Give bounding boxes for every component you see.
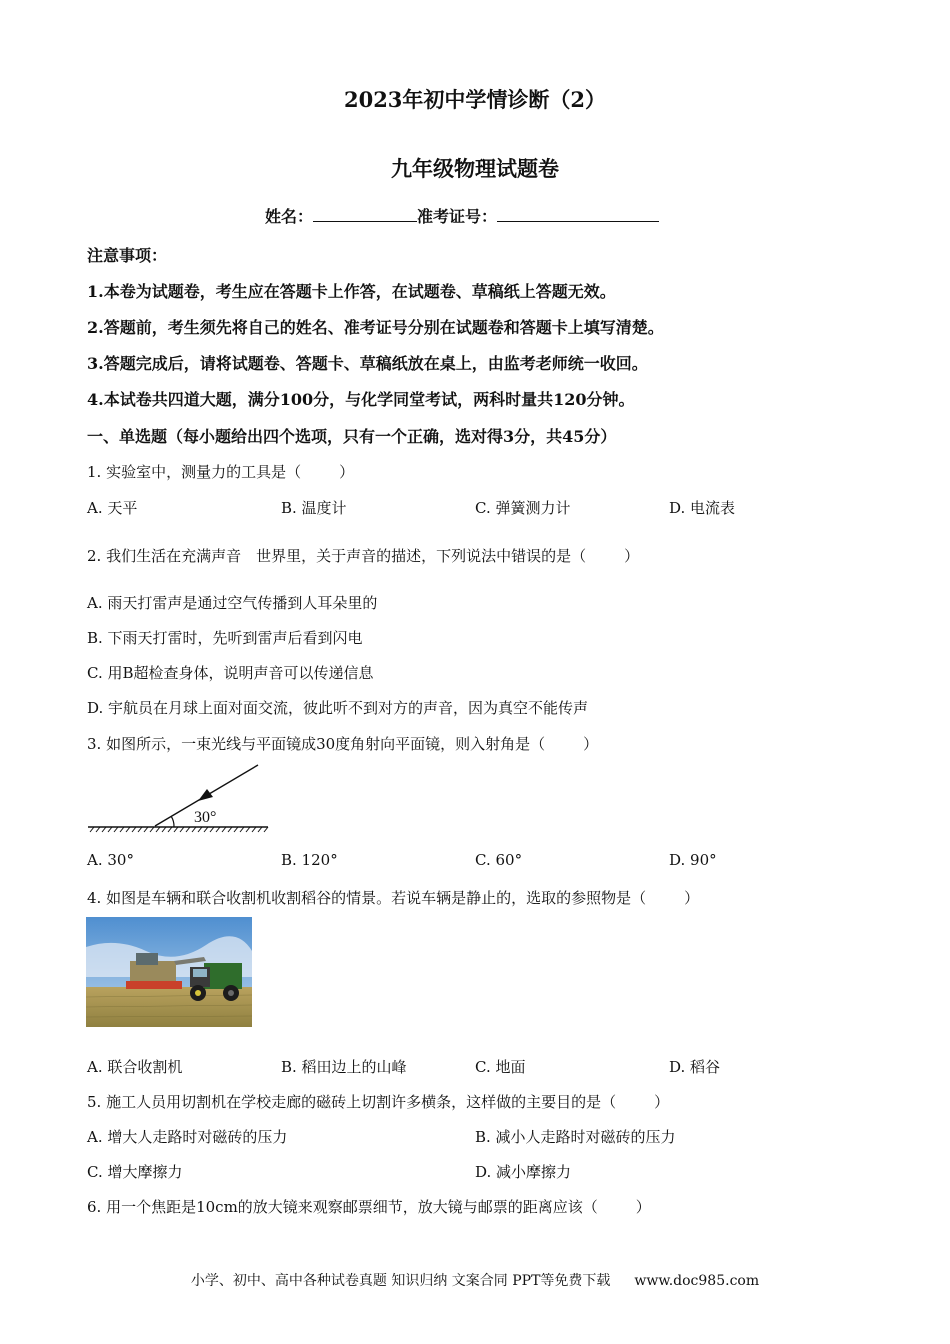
question-stem-3: [87, 733, 598, 754]
notice-item: 2.答题前，考生须先将自己的姓名、准考证号分别在试题卷和答题卡上填写清楚。: [87, 318, 664, 337]
stem-text: 5. 施工人员用切割机在学校走廊的磁砖上切割许多横条，这样做的主要目的是（: [87, 1093, 617, 1111]
option-b: B. 120°: [281, 851, 338, 869]
stem-close: ）: [339, 463, 355, 481]
stem-text: 1. 实验室中，测量力的工具是（: [87, 463, 302, 481]
option-b: B. 温度计: [281, 499, 347, 517]
candidate-info-line: [265, 204, 659, 227]
stem-text: 3. 如图所示，一束光线与平面镜成30度角射向平面镜，则入射角是（: [87, 735, 546, 753]
mirror-diagram: [86, 760, 272, 836]
option-a: A. 雨天打雷声是通过空气传播到人耳朵里的: [87, 594, 378, 612]
option-b: B. 下雨天打雷时，先听到雷声后看到闪电: [87, 629, 363, 647]
option-d: D. 电流表: [669, 499, 736, 517]
option-c: C. 弹簧测力计: [475, 499, 571, 517]
option-c: C. 增大摩擦力: [87, 1163, 183, 1181]
arrow-icon: [198, 789, 213, 801]
option-d: D. 90°: [669, 851, 717, 869]
name-blank: [313, 207, 417, 222]
notice-heading: 注意事项：: [87, 246, 168, 265]
notice-item: 4.本试卷共四道大题，满分100分，与化学同堂考试，两科时量共120分钟。: [87, 390, 635, 409]
name-label: 姓名：: [265, 207, 314, 226]
stem-close: ）: [583, 735, 599, 753]
notice-item: 1.本卷为试题卷，考生应在答题卡上作答，在试题卷、草稿纸上答题无效。: [87, 282, 616, 301]
notice-item: 3.答题完成后，请将试题卷、答题卡、草稿纸放在桌上，由监考老师统一收回。: [87, 354, 648, 373]
section-heading: 一、单选题（每小题给出四个选项，只有一个正确，选对得3分，共45分）: [87, 427, 617, 446]
exam-id-blank: [497, 207, 659, 222]
option-d: D. 稻谷: [669, 1058, 721, 1076]
option-b: B. 稻田边上的山峰: [281, 1058, 407, 1076]
question-stem-2: [87, 545, 639, 566]
angle-arc: [171, 816, 174, 827]
question-stem-5: [87, 1091, 669, 1112]
stem-close: ）: [684, 889, 700, 907]
option-a: A. 天平: [87, 499, 138, 517]
exam-title: 2023年初中学情诊断（2）: [343, 87, 607, 112]
stem-text: 6. 用一个焦距是10cm的放大镜来观察邮票细节，放大镜与邮票的距离应该（: [87, 1198, 598, 1216]
footer-link[interactable]: www.doc985.com: [634, 1273, 760, 1289]
question-stem-6: [87, 1196, 651, 1217]
footer-text: 小学、初中、高中各种试卷真题 知识归纳 文案合同 PPT等免费下载: [190, 1273, 611, 1289]
question-stem-1: [87, 461, 354, 482]
option-a: A. 增大人走路时对磁砖的压力: [87, 1128, 288, 1146]
stem-text: 2. 我们生活在充满声音 世界里，关于声音的描述，下列说法中错误的是（: [87, 547, 587, 565]
option-c: C. 地面: [475, 1058, 526, 1076]
stem-close: ）: [654, 1093, 670, 1111]
option-c: C. 60°: [475, 851, 523, 869]
option-c: C. 用B超检查身体，说明声音可以传递信息: [87, 664, 374, 682]
option-d: D. 减小摩擦力: [475, 1163, 572, 1181]
page-footer: [0, 1270, 950, 1290]
question-stem-4: [87, 887, 699, 908]
stem-text: 4. 如图是车辆和联合收割机收割稻谷的情景。若说车辆是静止的，选取的参照物是（: [87, 889, 647, 907]
option-b: B. 减小人走路时对磁砖的压力: [475, 1128, 676, 1146]
angle-label: 30°: [194, 809, 217, 826]
stem-close: ）: [624, 547, 640, 565]
option-a: A. 联合收割机: [87, 1058, 183, 1076]
harvest-photo: [86, 917, 252, 1027]
option-d: D. 宇航员在月球上面对面交流，彼此听不到对方的声音，因为真空不能传声: [87, 699, 589, 717]
stem-close: ）: [635, 1198, 651, 1216]
exam-subtitle: 九年级物理试题卷: [391, 156, 559, 181]
option-a: A. 30°: [87, 851, 134, 869]
exam-id-label: 准考证号：: [417, 207, 498, 226]
